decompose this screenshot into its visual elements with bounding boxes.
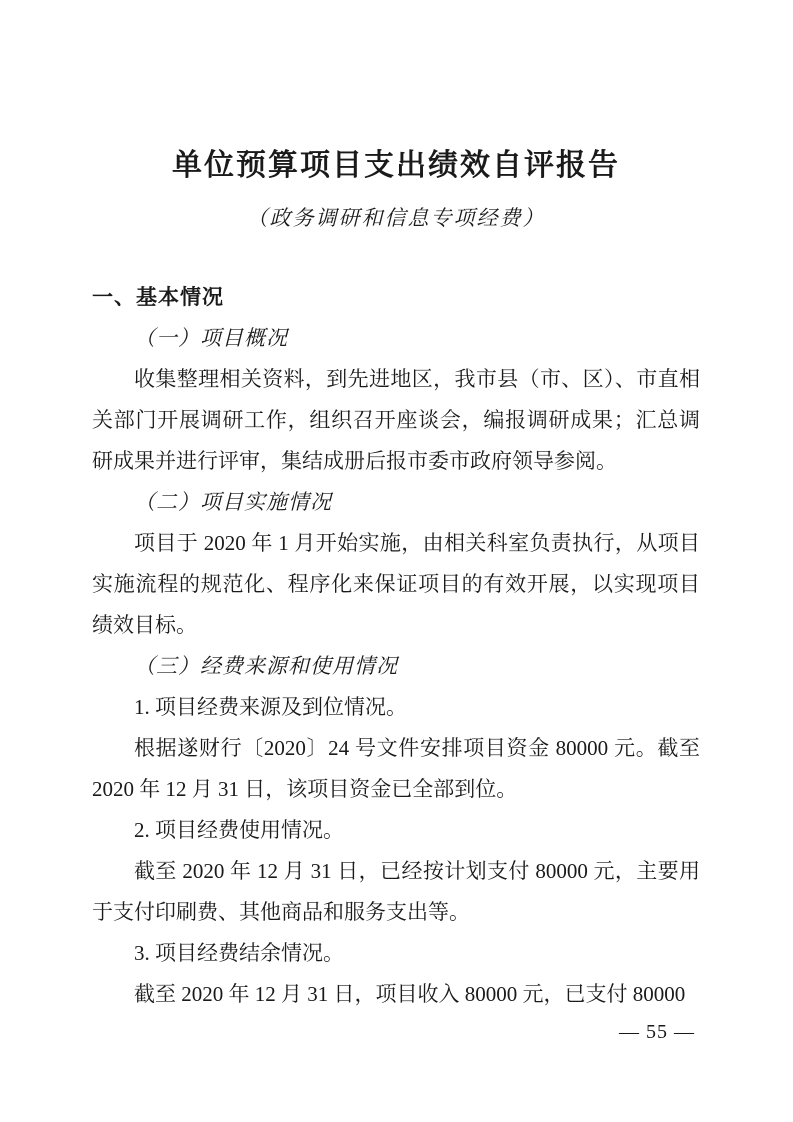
paragraph-project-implementation: 项目于 2020 年 1 月开始实施，由相关科室负责执行，从项目实施流程的规范化、程序化来保证项目的有效开展，以实现项目绩效目标。 xyxy=(92,531,700,637)
document-body xyxy=(92,277,700,1015)
paragraph-funding-usage: 截至 2020 年 12 月 31 日，已经按计划支付 80000 元，主要用于支付印刷费、其他商品和服务支出等。 xyxy=(92,859,700,924)
page-number: — 55 — xyxy=(619,1021,695,1043)
document-subtitle: （政务调研和信息专项经费） xyxy=(246,206,546,230)
paragraph-project-overview: 收集整理相关资料，到先进地区，我市县（市、区）、市直相关部门开展调研工作，组织召开座谈会，编报调研成果；汇总调研成果并进行评审，集结成册后报市委市政府领导参阅。 xyxy=(92,367,700,473)
subsection-heading-funding-source-usage: （三）经费来源和使用情况 xyxy=(134,654,398,678)
paragraph-funding-balance: 截至 2020 年 12 月 31 日，项目收入 80000 元，已支付 80000 xyxy=(134,982,686,1006)
document-title: 单位预算项目支出绩效自评报告 xyxy=(172,149,620,182)
list-item-funding-source: 1. 项目经费来源及到位情况。 xyxy=(134,695,407,719)
list-item-funding-usage: 2. 项目经费使用情况。 xyxy=(134,818,344,842)
page-content xyxy=(92,0,700,1015)
section-heading-basic-info: 一、基本情况 xyxy=(92,286,224,309)
subsection-heading-project-implementation: （二）项目实施情况 xyxy=(134,490,332,514)
paragraph-funding-source: 根据遂财行〔2020〕24 号文件安排项目资金 80000 元。截至 2020 年 12 月 31 日，该项目资金已全部到位。 xyxy=(92,736,700,801)
list-item-funding-balance: 3. 项目经费结余情况。 xyxy=(134,941,344,965)
subsection-heading-project-overview: （一）项目概况 xyxy=(134,326,288,350)
